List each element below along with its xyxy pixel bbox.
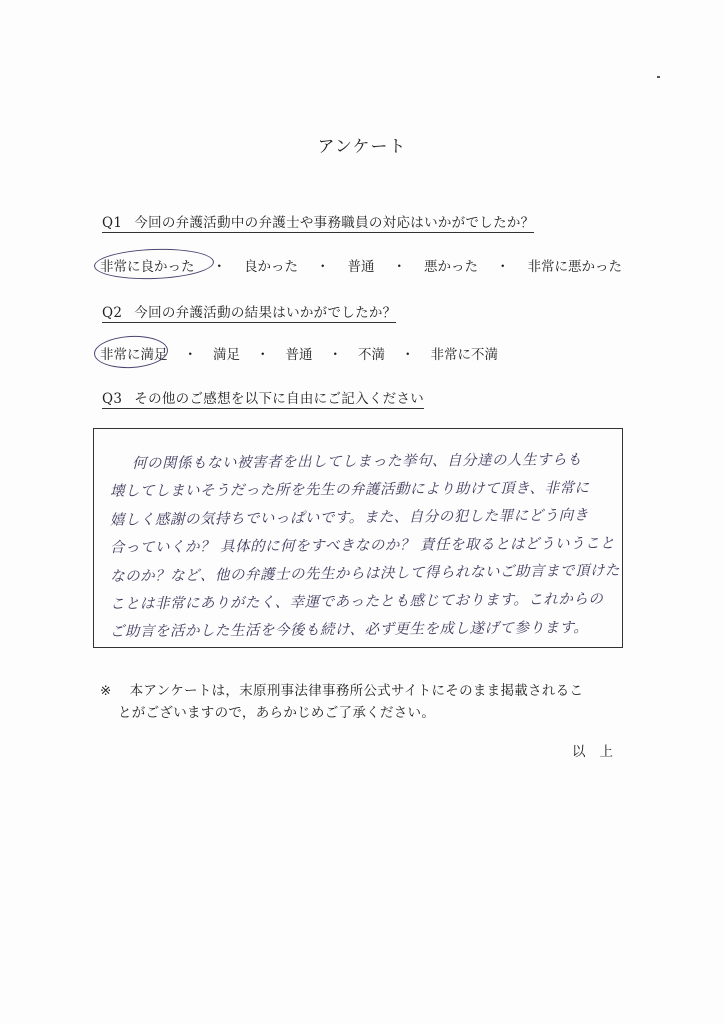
- page-title: アンケート: [317, 137, 407, 157]
- question-1: [102, 211, 534, 233]
- question-1-text: 今回の弁護活動中の弁護士や事務職員の対応はいかがでしたか？: [134, 215, 535, 231]
- q1-option-good[interactable]: 良かった: [244, 259, 298, 275]
- comment-line: 合っていくか？ 具体的に何をすべきなのか？ 責任を取るとはどういうこと: [109, 535, 615, 557]
- q2-option-satisfied[interactable]: 満足: [213, 347, 240, 363]
- question-1-number: Q1: [102, 215, 123, 231]
- comment-line: 何の関係もない被害者を出してしまった挙句、自分達の人生すらも: [131, 452, 583, 472]
- q2-option-very-satisfied[interactable]: 非常に満足: [100, 343, 168, 363]
- question-2-text: 今回の弁護活動の結果はいかがでしたか？: [134, 305, 397, 321]
- comment-line: 壊してしまいそうだった所を先生の弁護活動により助けて頂き、非常に: [109, 480, 590, 500]
- q2-option-dissatisfied[interactable]: 不満: [358, 347, 385, 363]
- question-1-options: [100, 255, 622, 275]
- option-separator: ・: [401, 347, 415, 363]
- q2-option-normal[interactable]: 普通: [285, 347, 313, 363]
- note-mark: ※: [100, 683, 112, 699]
- question-3-text: その他のご感想を以下に自由にご記入ください: [134, 391, 425, 407]
- option-separator: ・: [212, 259, 226, 275]
- question-2: [102, 301, 396, 323]
- comment-line: ことは非常にありがたく、幸運であったとも感じております。これからの: [109, 591, 604, 613]
- option-separator: ・: [316, 259, 330, 275]
- publication-note: [100, 680, 620, 724]
- question-3: [102, 387, 424, 409]
- handwritten-comment: [109, 448, 621, 644]
- q1-option-normal[interactable]: 普通: [347, 259, 375, 275]
- option-separator: ・: [392, 259, 406, 275]
- scan-speck: [657, 76, 660, 78]
- comment-line: ご助言を活かした生活を今後も続け、必ず更生を成し遂げて参ります。: [109, 620, 589, 641]
- closing-mark: 以上: [572, 744, 627, 760]
- q2-option-very-dissatisfied[interactable]: 非常に不満: [430, 347, 498, 363]
- q1-option-bad[interactable]: 悪かった: [424, 259, 478, 275]
- option-separator: ・: [183, 347, 197, 363]
- note-line-1: 本アンケートは，末原刑事法律事務所公式サイトにそのまま掲載されるこ: [129, 683, 584, 699]
- q1-option-very-bad[interactable]: 非常に悪かった: [527, 259, 622, 275]
- option-separator: ・: [328, 347, 342, 363]
- question-2-number: Q2: [102, 305, 123, 321]
- question-2-options: [100, 343, 498, 363]
- note-line-2: とがございますので，あらかじめご了承ください。: [118, 705, 436, 721]
- option-separator: ・: [496, 259, 510, 275]
- q1-option-very-good[interactable]: 非常に良かった: [100, 255, 195, 275]
- option-separator: ・: [256, 347, 270, 363]
- comment-line: なのか？など、他の弁護士の先生からは決して得られないご助言まで頂けた: [109, 562, 621, 586]
- comment-line: 嬉しく感謝の気持ちでいっぱいです。また、自分の犯した罪にどう向き: [109, 507, 589, 529]
- question-3-number: Q3: [102, 391, 123, 407]
